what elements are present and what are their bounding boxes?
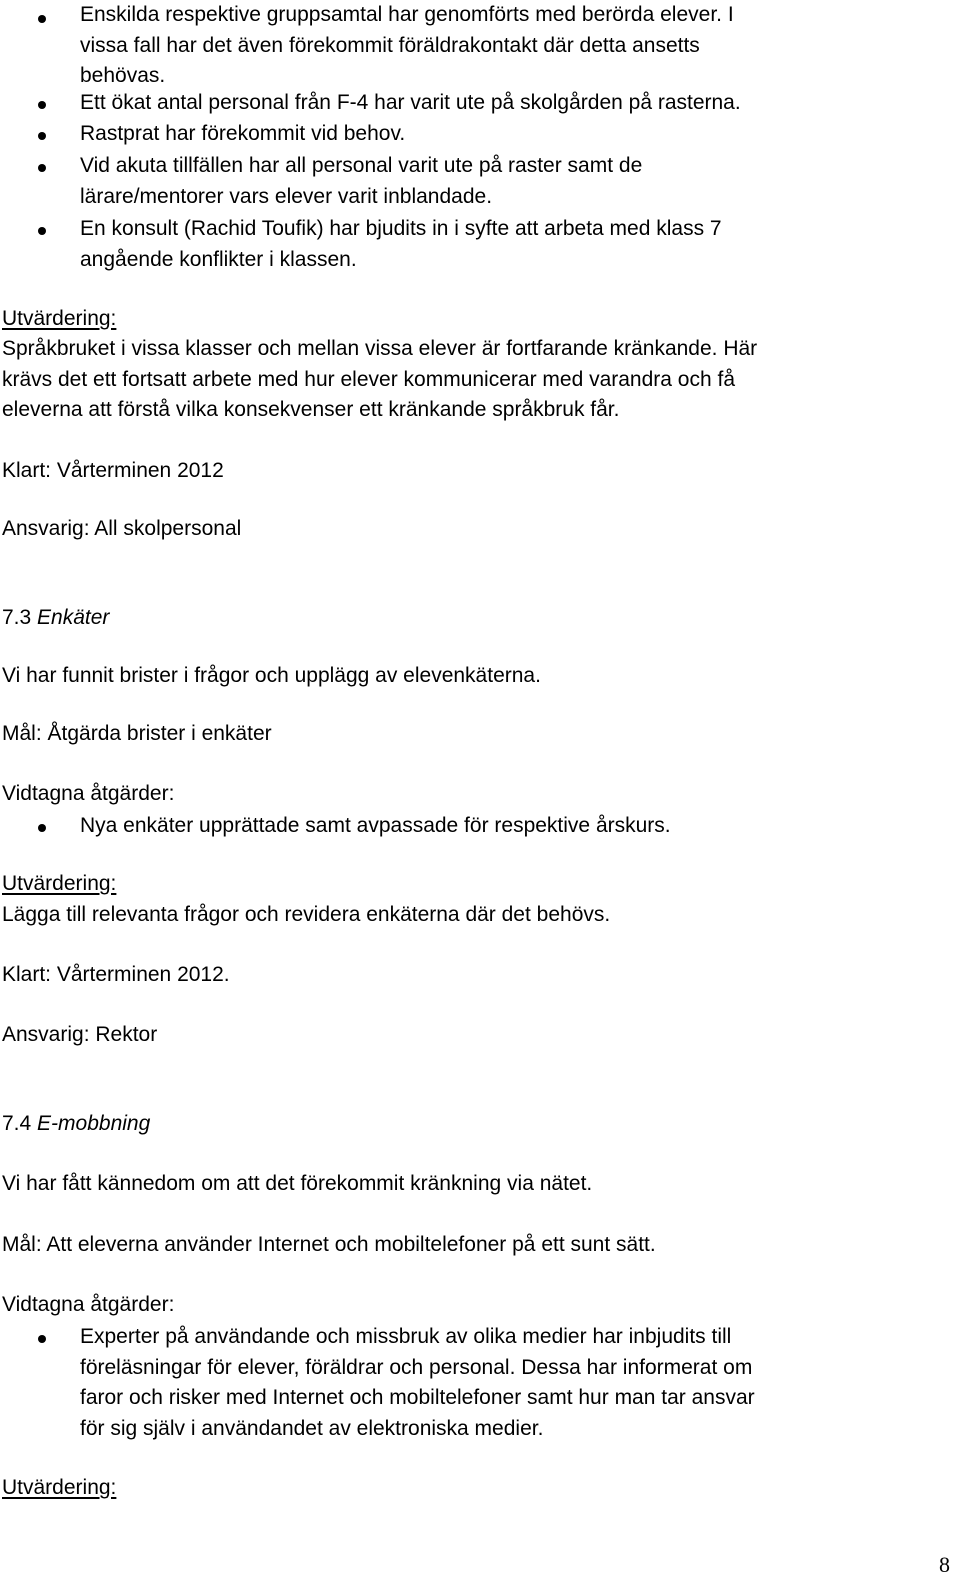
evaluation-text: Språkbruket i vissa klasser och mellan vissa elever är fortfarande kränkande. Här krävs det ett fortsatt arbete med hur elever kommunicerar med varandra och få eleverna att förstå vilka konsekvenser ett kränkande språkbruk får. — [2, 337, 758, 421]
bullet-dot — [38, 164, 46, 172]
section-intro: Vi har funnit brister i frågor och upplägg av elevenkäterna. — [2, 664, 541, 687]
done-date: Klart: Vårterminen 2012. — [2, 963, 230, 986]
bullet-dot — [38, 132, 46, 140]
bullet-dot — [38, 101, 46, 109]
goal-text: Mål: Åtgärda brister i enkäter — [2, 722, 272, 745]
responsible: Ansvarig: All skolpersonal — [2, 517, 242, 540]
evaluation-text: Lägga till relevanta frågor och revidera enkäterna där det behövs. — [2, 903, 611, 926]
list-item: Enskilda respektive gruppsamtal har genomförts med berörda elever. I vissa fall har det även förekommit föräldrakontakt där detta ansetts behövas. — [80, 3, 734, 87]
measures-heading: Vidtagna åtgärder: — [2, 1293, 175, 1316]
section-heading: 7.3 Enkäter — [2, 606, 110, 629]
evaluation-heading: Utvärdering: — [2, 872, 117, 895]
evaluation-heading: Utvärdering: — [2, 1476, 117, 1499]
list-item: Nya enkäter upprättade samt avpassade för respektive årskurs. — [80, 814, 671, 837]
page-number: 8 — [939, 1552, 950, 1577]
section-intro: Vi har fått kännedom om att det förekommit kränkning via nätet. — [2, 1172, 593, 1195]
done-date: Klart: Vårterminen 2012 — [2, 459, 224, 482]
bullet-dot — [38, 15, 46, 23]
evaluation-heading: Utvärdering: — [2, 307, 117, 330]
responsible: Ansvarig: Rektor — [2, 1023, 158, 1046]
list-item: Experter på användande och missbruk av olika medier har inbjudits till föreläsningar för elever, föräldrar och personal. Dessa har informerat om faror och risker med Internet och mobiltelefoner samt hur man tar ansvar för sig själv i användandet av elektroniska medier. — [80, 1325, 755, 1440]
measures-heading: Vidtagna åtgärder: — [2, 782, 175, 805]
bullet-dot — [38, 1335, 46, 1343]
list-item: Rastprat har förekommit vid behov. — [80, 122, 406, 145]
section-heading: 7.4 E-mobbning — [2, 1112, 151, 1135]
list-item: En konsult (Rachid Toufik) har bjudits in i syfte att arbeta med klass 7 angående konflikter i klassen. — [80, 217, 722, 271]
goal-text: Mål: Att eleverna använder Internet och mobiltelefoner på ett sunt sätt. — [2, 1233, 656, 1256]
list-item: Vid akuta tillfällen har all personal varit ute på raster samt de lärare/mentorer vars elever varit inblandade. — [80, 154, 643, 208]
bullet-dot — [38, 227, 46, 235]
list-item: Ett ökat antal personal från F-4 har varit ute på skolgården på rasterna. — [80, 91, 741, 114]
bullet-dot — [38, 824, 46, 832]
